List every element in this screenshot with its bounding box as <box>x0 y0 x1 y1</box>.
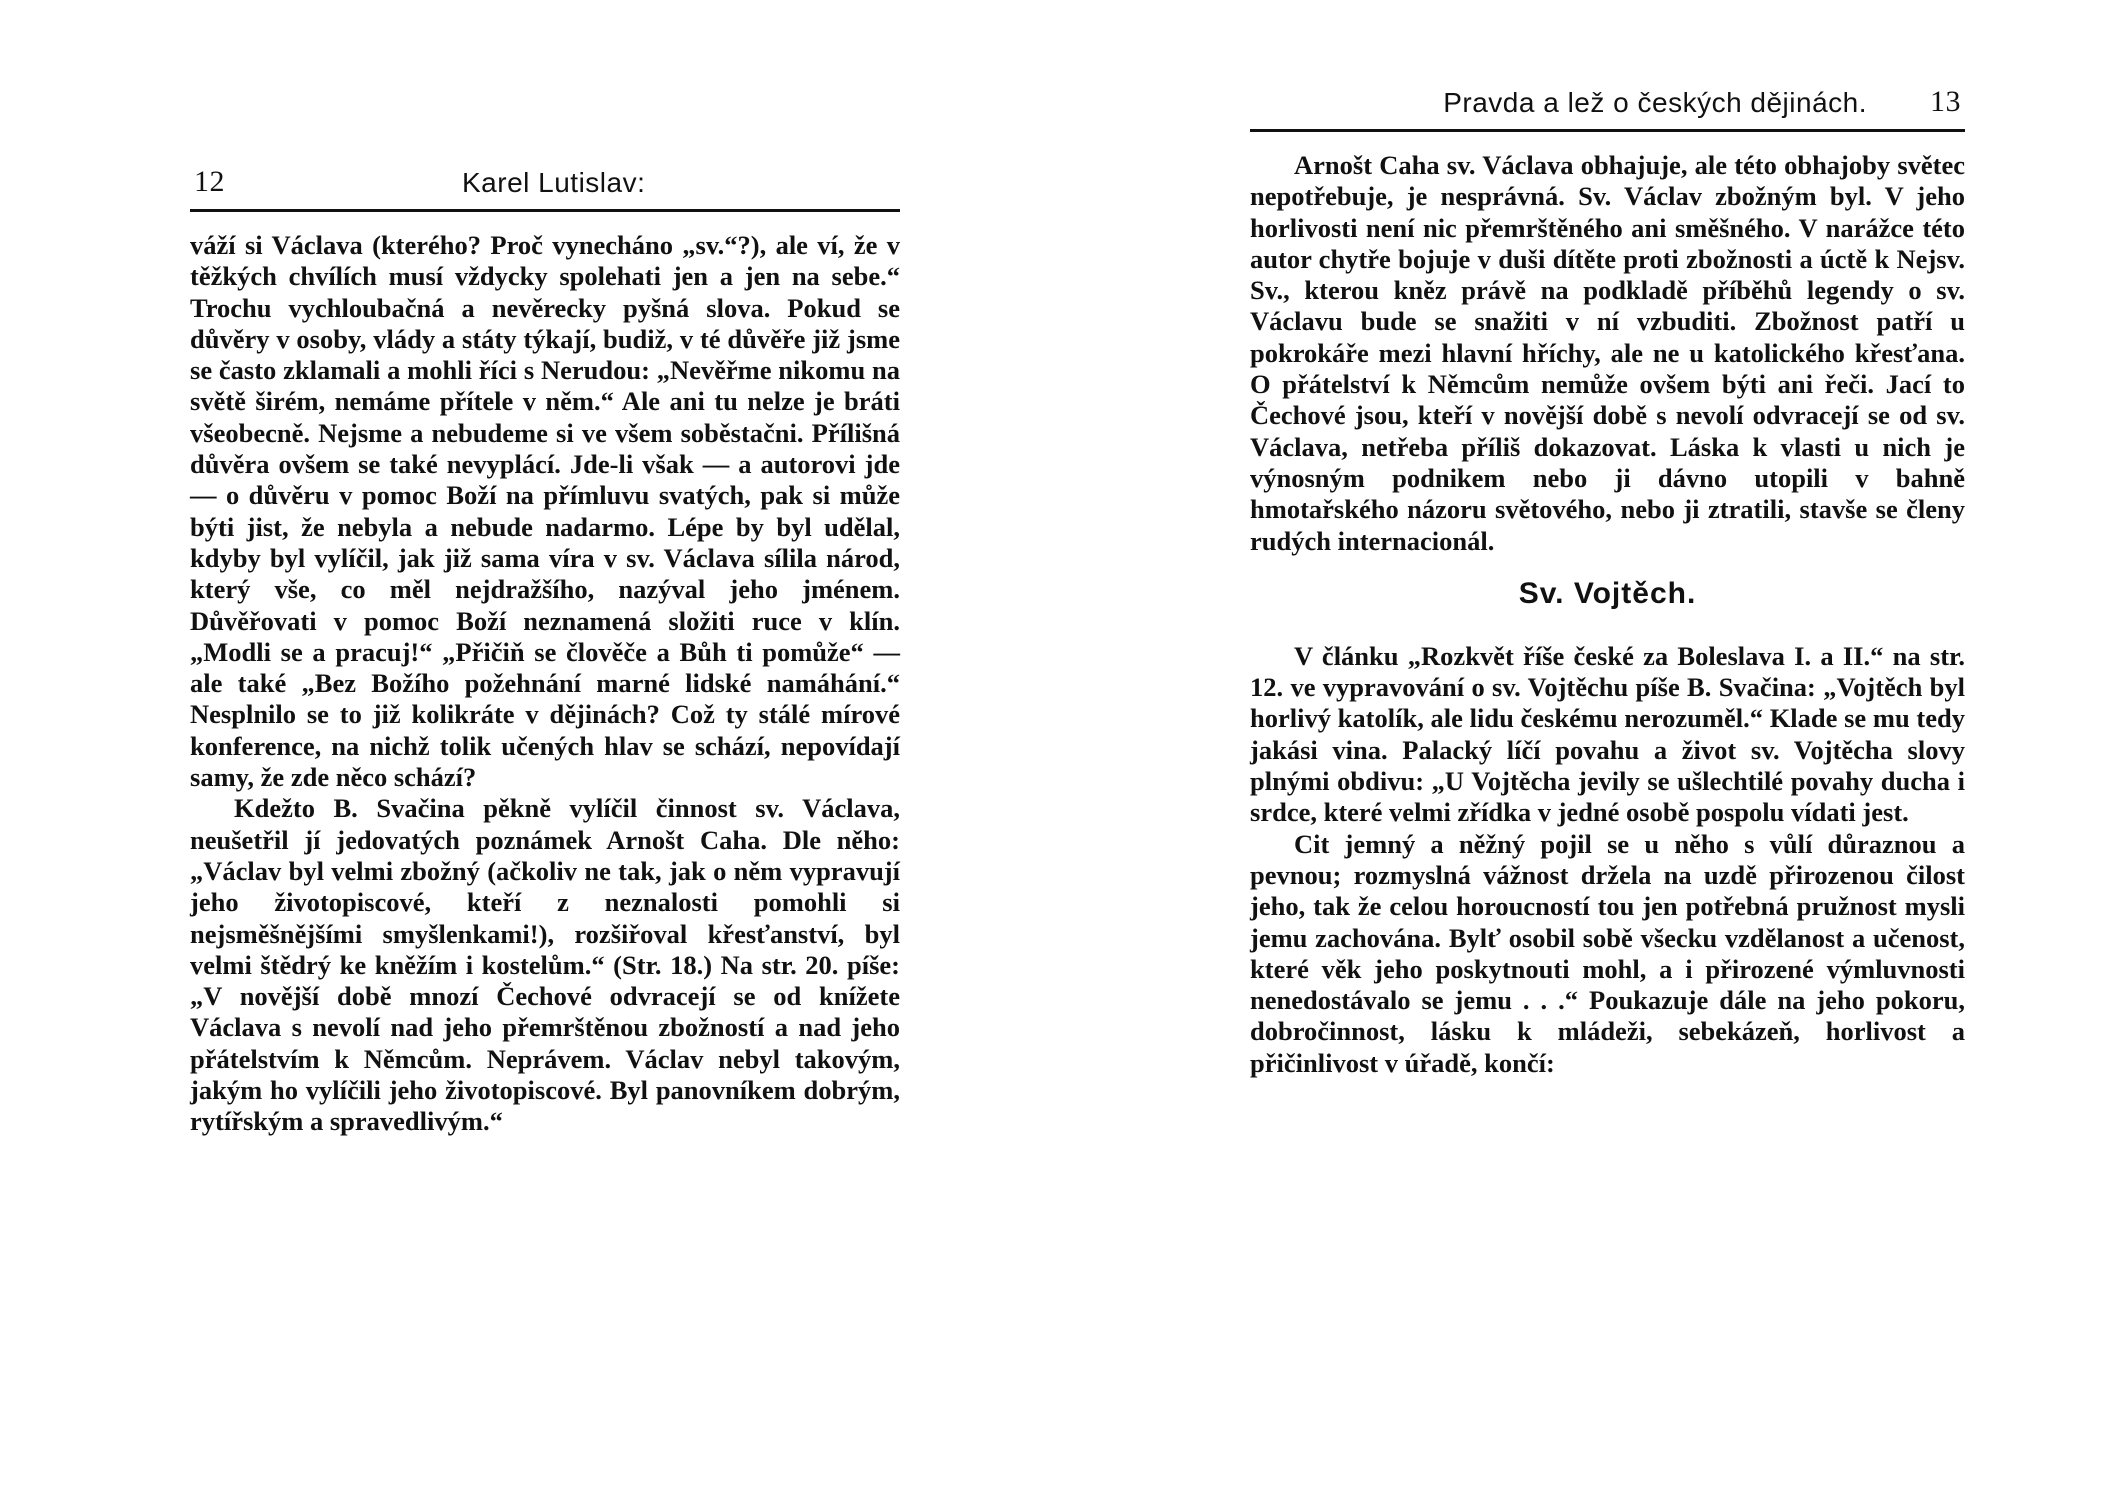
right-paragraph-1: Arnošt Caha sv. Václava obhajuje, ale této obhajoby světec nepotřebuje, je nesprávná. Sv. Václav zbožným byl. V jeho horlivosti není nic přemrštěného ani směšného. V narážce této autor chytře bojuje v duši dítěte proti zbožnosti a úctě k Nejsv. Sv., kterou kněz právě na podkladě příběhů legendy o sv. Václavu bude se snažiti v ní vzbuditi. Zbožnost patří u pokrokáře mezi hlavní hříchy, ale ne u katolického křesťana. O přátelství k Němcům nemůže ovšem býti ani řeči. Jací to Čechové jsou, kteří v novější době s nevolí odvracejí se od sv. Václava, netřeba příliš dokazovat. Láska k vlasti u nich je výnosným podnikem nebo ji dávno utopili v bahně hmotařského názoru světového, nebo ji ztratili, stavše se členy rudých internacionál. <box>1250 150 1965 556</box>
left-page <box>190 165 900 1138</box>
right-running-title: Pravda a lež o českých dějinách. <box>1443 87 1867 118</box>
left-page-number: 12 <box>194 165 225 198</box>
right-paragraph-3: Cit jemný a něžný pojil se u něho s vůlí důraznou a pevnou; rozmyslná vážnost držela na uzdě přirozenou čilost jeho, tak že celou horoucností tou jen potřebná pružnost mysli jemu zachována. Bylť osobil sobě všecku vzdělanost a učenost, které věk jeho poskytnouti mohl, a i přirozené výmluvnosti nenedostávalo se jemu . . .“ Poukazuje dále na jeho pokoru, dobročinnost, lásku k mládeži, sebekázeň, horlivost a přičinlivost v úřadě, končí: <box>1250 828 1965 1078</box>
right-paragraph-2: V článku „Rozkvět říše české za Boleslava I. a II.“ na str. 12. ve vypravování o sv. Vojtěchu píše B. Svačina: „Vojtěch byl horlivý katolík, ale lidu českému nerozuměl.“ Klade se mu tedy jakási vina. Palacký líčí povahu a život sv. Vojtěcha slovy plnými obdivu: „U Vojtěcha jevily se ušlechtilé povahy ducha i srdce, které velmi zřídka v jedné osobě pospolu vídati jest. <box>1250 640 1965 828</box>
left-running-head <box>190 165 900 209</box>
left-header-rule <box>190 209 900 212</box>
left-paragraph-1: váží si Václava (kterého? Proč vynecháno „sv.“?), ale ví, že v těžkých chvílích musí vždycky spolehati jen a jen na sebe.“ Trochu vychloubačná a nevěrecky pyšná slova. Pokud se důvěry v osoby, vlády a státy týkají, budiž, v té důvěře již jsme se často zklamali a mohli říci s Nerudou: „Nevěřme nikomu na světě širém, nemáme přítele v něm.“ Ale ani tu nelze je bráti všeobecně. Nejsme a nebudeme si ve všem soběstačni. Přílišná důvěra ovšem se také nevyplácí. Jde-li však — a autorovi jde — o důvěru v pomoc Boží na přímluvu svatých, pak si může býti jist, že nebyla a nebude nadarmo. Lépe by byl udělal, kdyby byl vylíčil, jak již sama víra v sv. Václava sílila národ, který vše, co měl nejdražšího, nazýval jeho jménem. Důvěřovati v pomoc Boží neznamená složiti ruce v klín. „Modli se a pracuj!“ „Přičiň se člověče a Bůh ti pomůže“ — ale také „Bez Božího požehnání marné lidské namáhání.“ Nesplnilo se to již kolikráte v dějinách? Což ty stálé mírové konference, na nichž tolik učených hlav se schází, nepovídají samy, že zde něco schází? <box>190 230 900 793</box>
left-running-title: Karel Lutislav: <box>462 167 646 198</box>
section-heading: Sv. Vojtěch. <box>1518 576 1697 610</box>
right-header-rule <box>1250 129 1965 132</box>
right-running-head <box>1250 85 1965 129</box>
right-page <box>1250 85 1965 1079</box>
left-paragraph-2: Kdežto B. Svačina pěkně vylíčil činnost sv. Václava, neušetřil jí jedovatých poznámek Arnošt Caha. Dle něho: „Václav byl velmi zbožný (ačkoliv ne tak, jak o něm vypravují jeho životopiscové, kteří z neznalosti pomohli si nejsměšnějšími smyšlenkami!), rozšiřoval křesťanství, byl velmi štědrý ke kněžím i kostelům.“ (Str. 18.) Na str. 20. píše: „V novější době mnozí Čechové odvracejí se od knížete Václava s nevolí nad jeho přemrštěnou zbožností a nad jeho přátelstvím k Němcům. Neprávem. Václav nebyl takovým, jakým ho vylíčili jeho životopiscové. Byl panovníkem dobrým, rytířským a spravedlivým.“ <box>190 793 900 1137</box>
right-page-number: 13 <box>1930 85 1961 118</box>
